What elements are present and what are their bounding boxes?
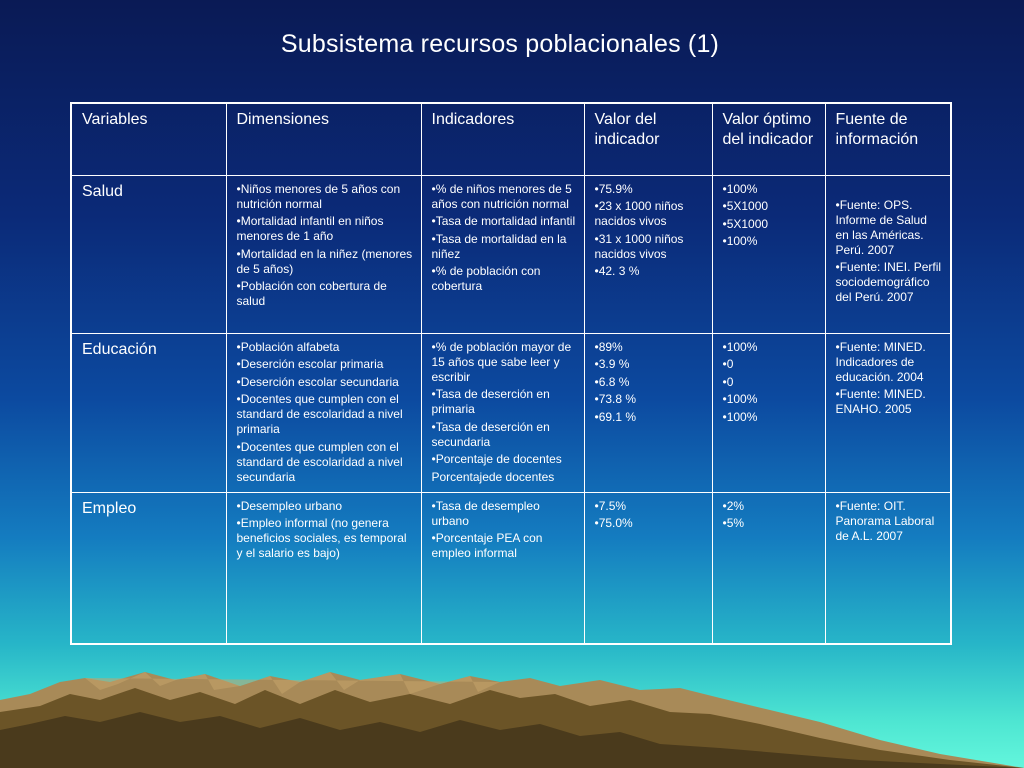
indicators-table bbox=[70, 102, 952, 645]
fuente-cell bbox=[825, 333, 951, 492]
header-indicadores: Indicadores bbox=[421, 103, 584, 175]
valor-cell bbox=[584, 492, 712, 644]
slide-title: Subsistema recursos poblacionales (1) bbox=[280, 30, 720, 58]
list-item: •73.8 % bbox=[594, 392, 637, 406]
list-item: •Tasa de mortalidad infantil bbox=[431, 214, 576, 228]
indicadores-cell bbox=[421, 333, 584, 492]
list-item: •Niños menores de 5 años con nutrición normal bbox=[236, 181, 401, 211]
fuente-cell bbox=[825, 175, 951, 333]
list-item: •100% bbox=[722, 339, 758, 354]
list-item: •5% bbox=[722, 516, 745, 530]
list-item: •23 x 1000 niños nacidos vivos bbox=[594, 199, 684, 228]
list-item: •Mortalidad infantil en niños menores de 1 año bbox=[236, 214, 384, 243]
optimo-cell bbox=[712, 333, 825, 492]
optimo-cell bbox=[712, 175, 825, 333]
variable-cell: Educación bbox=[71, 333, 226, 492]
list-item: •31 x 1000 niños nacidos vivos bbox=[594, 231, 684, 261]
table-row-empleo bbox=[71, 492, 951, 644]
valor-cell bbox=[584, 333, 712, 492]
list-item: •Tasa de mortalidad en la niñez bbox=[431, 231, 567, 261]
list-item: •75.9% bbox=[594, 181, 633, 196]
list-item: •0 bbox=[722, 374, 734, 389]
list-item: •Fuente: OPS. Informe de Salud en las Américas. Perú. 2007 bbox=[835, 197, 927, 257]
list-item: •Tasa de desempleo urbano bbox=[431, 498, 540, 528]
list-item: •100% bbox=[722, 181, 758, 196]
variable-cell: Empleo bbox=[71, 492, 226, 644]
dimensiones-cell bbox=[226, 492, 421, 644]
valor-cell bbox=[584, 175, 712, 333]
list-item: •% de población mayor de 15 años que sabe leer y escribir bbox=[431, 339, 572, 384]
optimo-cell bbox=[712, 492, 825, 644]
list-item: •5X1000 bbox=[722, 199, 769, 213]
list-item: •Deserción escolar primaria bbox=[236, 357, 384, 371]
list-item: •Población con cobertura de salud bbox=[236, 279, 387, 308]
list-item: •5X1000 bbox=[722, 216, 769, 231]
list-item: •Fuente: OIT. Panorama Laboral de A.L. 2007 bbox=[835, 498, 935, 543]
indicadores-cell bbox=[421, 175, 584, 333]
list-item: •100% bbox=[722, 392, 758, 406]
list-item: •Desempleo urbano bbox=[236, 498, 343, 513]
list-item: •Empleo informal (no genera beneficios sociales, es temporal y el salario es bajo) bbox=[236, 516, 407, 560]
list-item: •100% bbox=[722, 409, 758, 424]
table-row-educacion bbox=[71, 333, 951, 492]
list-item: •0 bbox=[722, 357, 734, 371]
list-item: •3.9 % bbox=[594, 357, 630, 371]
list-item: •7.5% bbox=[594, 498, 627, 513]
list-item: •Fuente: MINED. Indicadores de educación. 2004 bbox=[835, 339, 926, 384]
list-item: •100% bbox=[722, 234, 758, 248]
table-header-row bbox=[71, 103, 951, 175]
list-item: •Tasa de deserción en secundaria bbox=[431, 419, 550, 449]
list-item: Porcentajede docentes bbox=[431, 469, 555, 484]
mountain-range-illustration bbox=[0, 660, 1024, 768]
header-variables: Variables bbox=[71, 103, 226, 175]
list-item: •6.8 % bbox=[594, 374, 630, 389]
indicadores-cell bbox=[421, 492, 584, 644]
variable-cell: Salud bbox=[71, 175, 226, 333]
list-item: •Tasa de deserción en primaria bbox=[431, 387, 550, 416]
list-item: •75.0% bbox=[594, 516, 633, 530]
dimensiones-cell bbox=[226, 333, 421, 492]
list-item: •Docentes que cumplen con el standard de escolaridad a nivel secundaria bbox=[236, 439, 403, 484]
dimensiones-cell bbox=[226, 175, 421, 333]
list-item: •42. 3 % bbox=[594, 264, 640, 278]
list-item: •89% bbox=[594, 339, 623, 354]
list-item: •2% bbox=[722, 498, 745, 513]
list-item: •% de niños menores de 5 años con nutrición normal bbox=[431, 181, 572, 211]
list-item: •Porcentaje de docentes bbox=[431, 452, 562, 466]
list-item: •Fuente: MINED. ENAHO. 2005 bbox=[835, 387, 926, 416]
header-dimensiones: Dimensiones bbox=[226, 103, 421, 175]
list-item: •% de población con cobertura bbox=[431, 264, 541, 293]
header-fuente: Fuente de información bbox=[825, 103, 951, 175]
list-item: •Población alfabeta bbox=[236, 339, 340, 354]
list-item: •69.1 % bbox=[594, 409, 637, 424]
list-item: •Porcentaje PEA con empleo informal bbox=[431, 531, 543, 560]
fuente-cell bbox=[825, 492, 951, 644]
table-row-salud bbox=[71, 175, 951, 333]
header-valor-optimo: Valor óptimo del indicador bbox=[712, 103, 825, 175]
header-valor: Valor del indicador bbox=[584, 103, 712, 175]
list-item: •Deserción escolar secundaria bbox=[236, 374, 399, 389]
list-item: •Fuente: INEI. Perfil sociodemográfico del Perú. 2007 bbox=[835, 260, 942, 304]
list-item: •Mortalidad en la niñez (menores de 5 años) bbox=[236, 246, 413, 276]
list-item: •Docentes que cumplen con el standard de escolaridad a nivel primaria bbox=[236, 392, 403, 436]
